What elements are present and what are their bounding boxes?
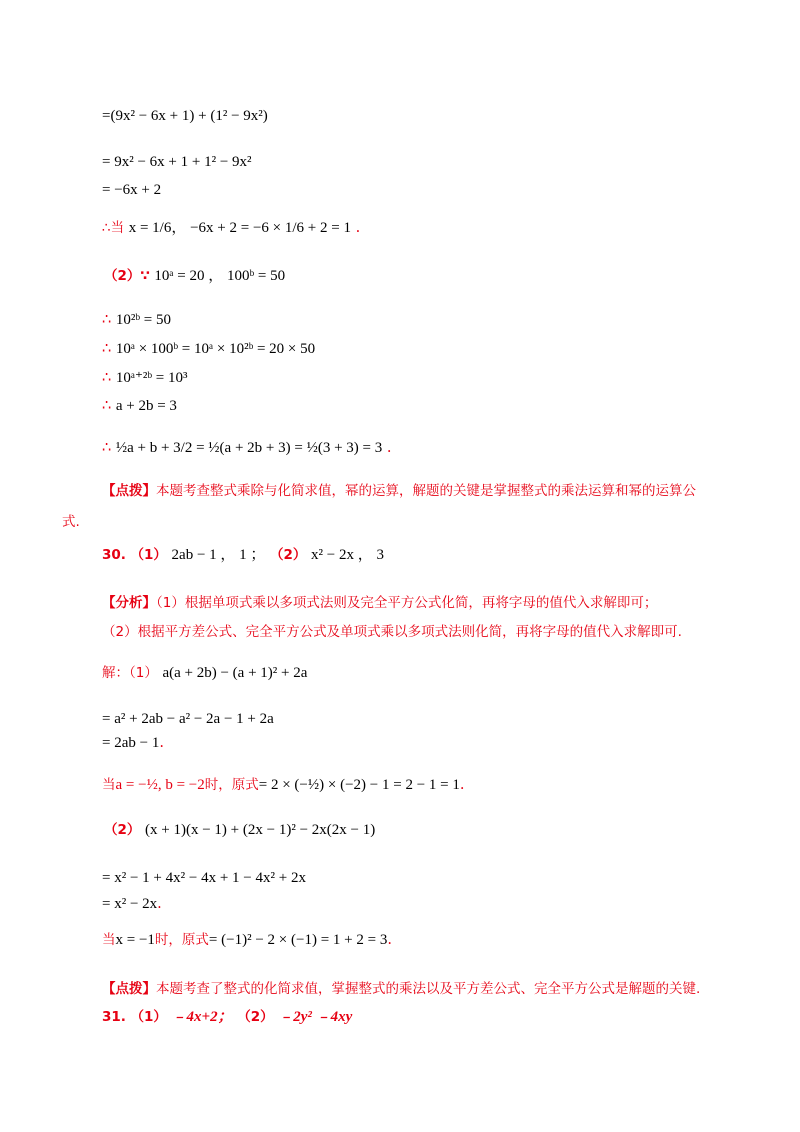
answer-label: （2） <box>270 547 307 563</box>
answer-2: ﹣2y² ﹣4xy <box>278 1009 353 1025</box>
expr: a = −½, b = −2 <box>115 777 205 793</box>
expr: x = −1 <box>115 932 155 948</box>
therefore-symbol: ∴ <box>102 440 112 456</box>
subpart-label: （2） <box>104 822 141 838</box>
expr: 10ᵃ × 100ᵇ = 10ᵃ × 10²ᵇ = 20 × 50 <box>115 341 316 357</box>
when-label: 当 <box>102 932 116 948</box>
expr: a + 2b = 3 <box>115 398 177 414</box>
comment-tag: 【点拨】 <box>102 981 156 997</box>
period: . <box>386 440 392 456</box>
expr: = (−1)² − 2 × (−1) = 1 + 2 = 3 <box>208 932 388 948</box>
expr-line: = x² − 1 + 4x² − 4x + 1 − 4x² + 2x <box>102 870 306 886</box>
step-line <box>102 339 315 359</box>
substitution-line <box>102 930 392 950</box>
therefore-symbol: ∴ <box>102 341 112 357</box>
expr: 10ᵃ⁺²ᵇ = 10³ <box>115 370 188 386</box>
therefore-when: ∴当 <box>102 220 125 236</box>
comment-text: 本题考查整式乘除与化简求值，幂的运算，解题的关键是掌握整式的乘法运算和幂的运算公 <box>156 483 696 499</box>
step-line <box>102 368 187 388</box>
original-expr-label: 时，原式 <box>154 932 209 948</box>
analysis-text: （1）根据单项式乘以多项式法则及完全平方公式化简，再将字母的值代入求解即可； <box>156 595 658 611</box>
period: . <box>157 896 162 912</box>
answer-1: 2ab − 1 ， 1 ； <box>171 547 266 563</box>
expr: 10²ᵇ = 50 <box>115 312 171 328</box>
period: . <box>459 777 465 793</box>
analysis-tag: 【分析】 <box>102 595 156 611</box>
comment-tag: 【点拨】 <box>102 483 156 499</box>
period: . <box>387 932 392 948</box>
answer-label: （1） <box>130 1009 167 1025</box>
analysis-paragraph <box>102 593 657 613</box>
expr-line <box>102 894 162 914</box>
comment-text-cont: 式. <box>62 514 80 530</box>
answer-2: x² − 2x ， 3 <box>311 547 385 563</box>
expr-line: =(9x² − 6x + 1) + (1² − 9x²) <box>102 108 268 124</box>
comment-paragraph <box>102 481 696 501</box>
expr: (x + 1)(x − 1) + (2x − 1)² − 2x(2x − 1) <box>145 822 376 838</box>
substitution-line <box>102 775 464 795</box>
expr: ½a + b + 3/2 = ½(a + 2b + 3) = ½(3 + 3) = 3 <box>115 440 383 456</box>
answer-label: （2） <box>237 1009 274 1025</box>
subpart-label: （2）∵ <box>104 268 150 284</box>
step-line <box>102 310 171 330</box>
when-label: 当 <box>102 777 116 793</box>
expr: = x² − 2x <box>102 896 158 912</box>
original-expr-label: 时，原式 <box>204 777 259 793</box>
expr: = 2ab − 1 <box>102 735 160 751</box>
q30-number: 30. <box>102 547 126 563</box>
comment-text: 本题考查了整式的化简求值，掌握整式的乘法以及平方差公式、完全平方公式是解题的关键. <box>156 981 701 997</box>
analysis-text: （2）根据平方差公式、完全平方公式及单项式乘以多项式法则化简，再将字母的值代入求解即可. <box>102 624 682 640</box>
q31-answer-line <box>102 1007 352 1027</box>
expr: 10ᵃ = 20 ， 100ᵇ = 50 <box>154 268 286 284</box>
expr: = 2 × (−½) × (−2) − 1 = 2 − 1 = 1 <box>258 777 460 793</box>
period: . <box>355 220 361 236</box>
expr: x = 1/6， −6x + 2 = −6 × 1/6 + 2 = 1 <box>128 220 351 236</box>
subpart-2-header <box>104 266 285 286</box>
answer-1: ﹣4x+2； <box>171 1009 233 1025</box>
step-line <box>102 396 177 416</box>
period: . <box>159 735 164 751</box>
q30-answer-line <box>102 545 384 565</box>
answer-label: （1） <box>130 547 167 563</box>
expr-line: = 9x² − 6x + 1 + 1² − 9x² <box>102 154 252 170</box>
comment-paragraph <box>102 979 700 999</box>
solution-line <box>102 663 307 683</box>
expr: a(a + 2b) − (a + 1)² + 2a <box>162 665 308 681</box>
expr-line <box>102 733 164 753</box>
expr-line: = −6x + 2 <box>102 182 162 198</box>
therefore-symbol: ∴ <box>102 398 112 414</box>
conclusion-line <box>102 218 360 238</box>
therefore-symbol: ∴ <box>102 312 112 328</box>
solution-label: 解：（1） <box>102 665 158 681</box>
expr-line: = a² + 2ab − a² − 2a − 1 + 2a <box>102 711 274 727</box>
subpart-2-line <box>104 820 375 840</box>
therefore-symbol: ∴ <box>102 370 112 386</box>
q31-number: 31. <box>102 1009 126 1025</box>
step-line <box>102 438 391 458</box>
